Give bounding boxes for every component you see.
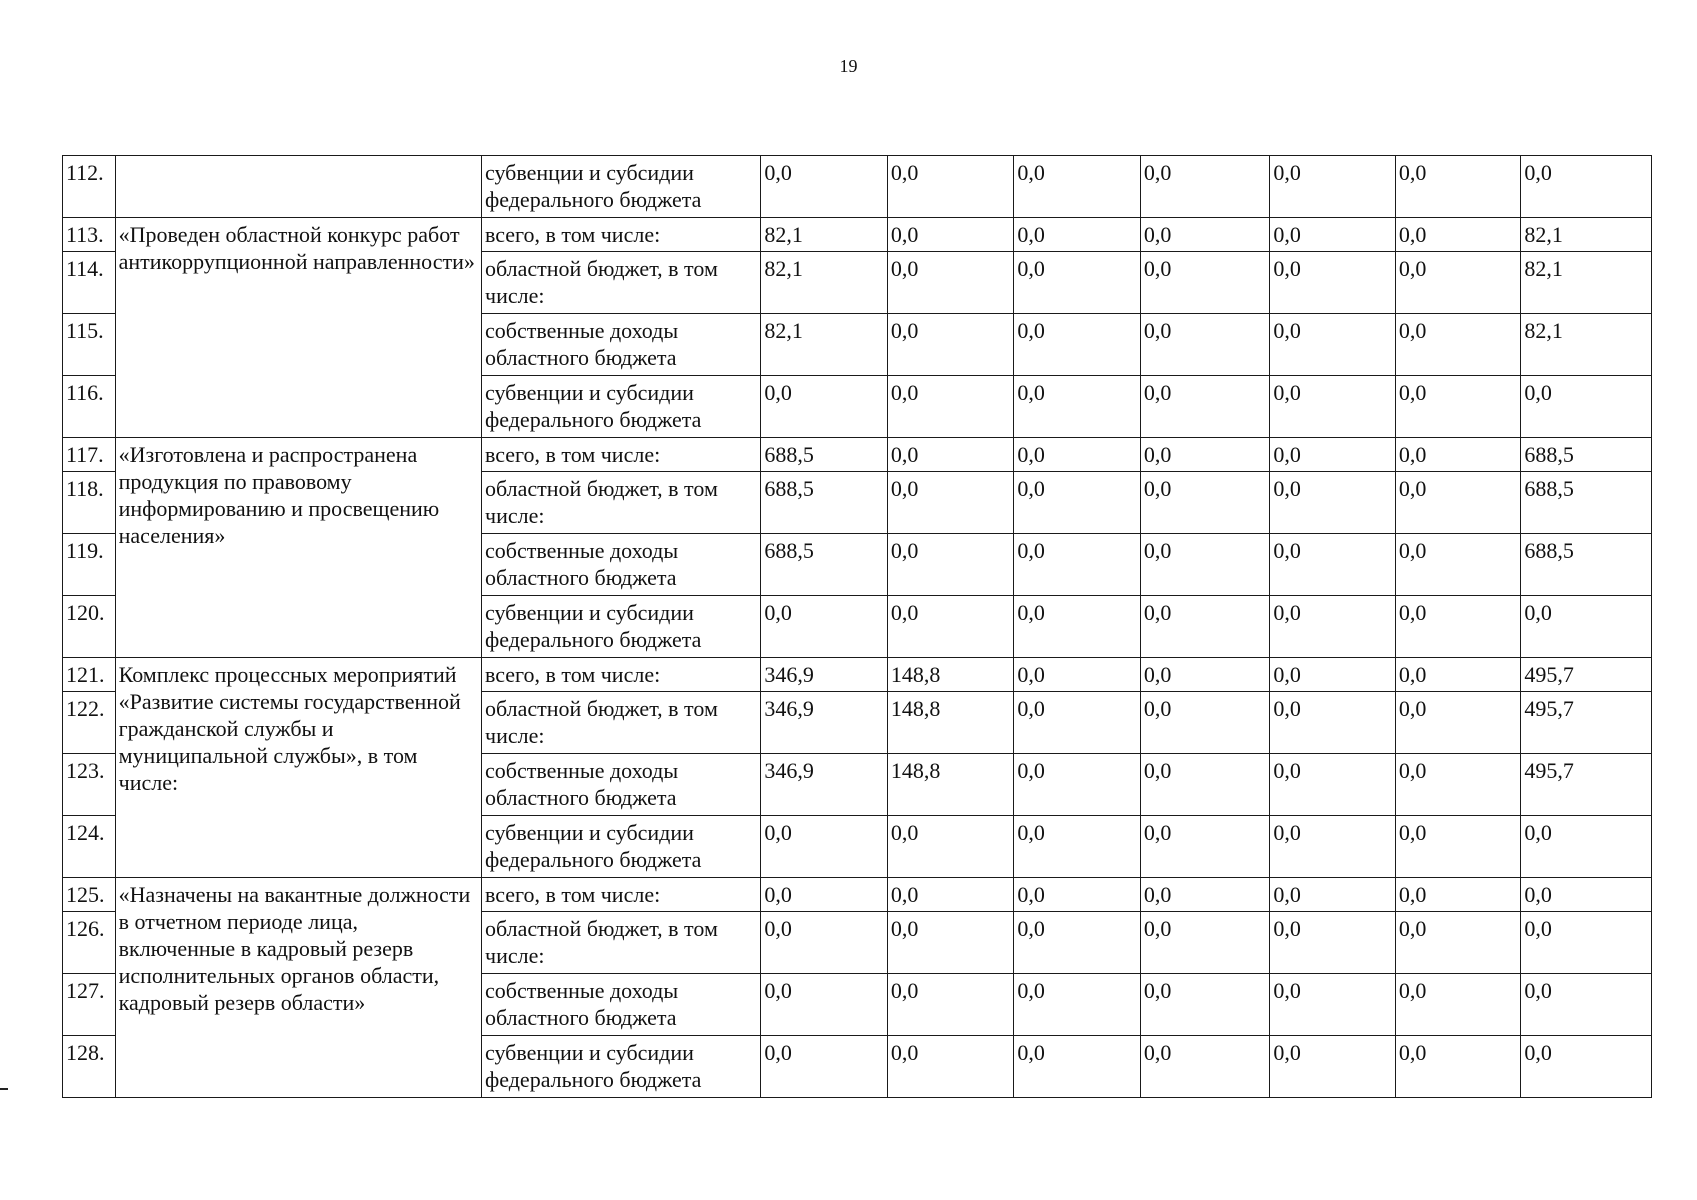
amount-cell: 0,0	[1140, 754, 1270, 816]
amount-cell: 0,0	[887, 252, 1014, 314]
amount-cell: 0,0	[761, 156, 888, 218]
amount-cell: 82,1	[761, 218, 888, 252]
amount-cell: 0,0	[1014, 376, 1141, 438]
amount-cell: 0,0	[761, 816, 888, 878]
amount-cell: 688,5	[1521, 438, 1652, 472]
amount-cell: 0,0	[1014, 472, 1141, 534]
funding-source: субвенции и субсидии федерального бюджета	[482, 816, 761, 878]
row-number: 116.	[63, 376, 116, 438]
row-number: 113.	[63, 218, 116, 252]
amount-cell: 0,0	[887, 472, 1014, 534]
amount-cell: 688,5	[1521, 534, 1652, 596]
table-row	[63, 878, 1652, 912]
amount-cell: 0,0	[1521, 974, 1652, 1036]
amount-cell: 0,0	[1140, 314, 1270, 376]
amount-cell: 0,0	[1395, 438, 1521, 472]
amount-cell: 0,0	[887, 816, 1014, 878]
amount-cell: 82,1	[1521, 218, 1652, 252]
amount-cell: 0,0	[1270, 1036, 1396, 1098]
amount-cell: 0,0	[1140, 912, 1270, 974]
amount-cell: 0,0	[1014, 534, 1141, 596]
row-number: 125.	[63, 878, 116, 912]
amount-cell: 0,0	[1395, 376, 1521, 438]
funding-source: всего, в том числе:	[482, 438, 761, 472]
amount-cell: 0,0	[1014, 156, 1141, 218]
amount-cell: 0,0	[1395, 974, 1521, 1036]
amount-cell: 0,0	[887, 376, 1014, 438]
amount-cell: 0,0	[1270, 438, 1396, 472]
amount-cell: 0,0	[887, 974, 1014, 1036]
amount-cell: 0,0	[1014, 314, 1141, 376]
amount-cell: 0,0	[1270, 596, 1396, 658]
activity-description	[115, 156, 481, 218]
amount-cell: 0,0	[1395, 252, 1521, 314]
amount-cell: 0,0	[887, 534, 1014, 596]
amount-cell: 0,0	[1140, 596, 1270, 658]
amount-cell: 0,0	[1140, 658, 1270, 692]
amount-cell: 0,0	[1270, 534, 1396, 596]
amount-cell: 688,5	[761, 438, 888, 472]
budget-table-body	[63, 156, 1652, 1098]
amount-cell: 0,0	[761, 912, 888, 974]
table-row	[63, 156, 1652, 218]
amount-cell: 0,0	[1014, 1036, 1141, 1098]
amount-cell: 0,0	[1014, 658, 1141, 692]
amount-cell: 0,0	[1395, 754, 1521, 816]
amount-cell: 0,0	[1140, 376, 1270, 438]
amount-cell: 0,0	[1270, 218, 1396, 252]
amount-cell: 0,0	[1140, 156, 1270, 218]
amount-cell: 0,0	[761, 596, 888, 658]
table-row	[63, 438, 1652, 472]
funding-source: субвенции и субсидии федерального бюджета	[482, 376, 761, 438]
row-number: 120.	[63, 596, 116, 658]
amount-cell: 0,0	[1140, 252, 1270, 314]
amount-cell: 148,8	[887, 658, 1014, 692]
activity-description: «Проведен областной конкурс работ антикоррупционной направленности»	[115, 218, 481, 438]
amount-cell: 688,5	[761, 534, 888, 596]
row-number: 114.	[63, 252, 116, 314]
amount-cell: 0,0	[1521, 878, 1652, 912]
amount-cell: 346,9	[761, 658, 888, 692]
amount-cell: 0,0	[1270, 692, 1396, 754]
funding-source: всего, в том числе:	[482, 658, 761, 692]
page-number: 19	[839, 56, 858, 76]
amount-cell: 0,0	[1140, 878, 1270, 912]
funding-source: областной бюджет, в том числе:	[482, 912, 761, 974]
amount-cell: 0,0	[887, 596, 1014, 658]
amount-cell: 148,8	[887, 754, 1014, 816]
amount-cell: 0,0	[761, 974, 888, 1036]
amount-cell: 0,0	[887, 156, 1014, 218]
amount-cell: 0,0	[887, 1036, 1014, 1098]
amount-cell: 82,1	[1521, 252, 1652, 314]
activity-description: Комплекс процессных мероприятий «Развитие системы государственной гражданской службы и муниципальной службы», в том числе:	[115, 658, 481, 878]
amount-cell: 0,0	[1014, 438, 1141, 472]
amount-cell: 0,0	[1140, 472, 1270, 534]
amount-cell: 0,0	[1270, 314, 1396, 376]
row-number: 112.	[63, 156, 116, 218]
amount-cell: 495,7	[1521, 754, 1652, 816]
row-number: 128.	[63, 1036, 116, 1098]
amount-cell: 0,0	[1014, 596, 1141, 658]
amount-cell: 688,5	[761, 472, 888, 534]
row-number: 121.	[63, 658, 116, 692]
amount-cell: 0,0	[1140, 974, 1270, 1036]
amount-cell: 0,0	[1395, 878, 1521, 912]
amount-cell: 0,0	[761, 878, 888, 912]
funding-source: собственные доходы областного бюджета	[482, 974, 761, 1036]
amount-cell: 0,0	[1014, 816, 1141, 878]
row-number: 126.	[63, 912, 116, 974]
amount-cell: 0,0	[1270, 156, 1396, 218]
amount-cell: 0,0	[1521, 912, 1652, 974]
amount-cell: 0,0	[1395, 692, 1521, 754]
amount-cell: 0,0	[1270, 878, 1396, 912]
amount-cell: 0,0	[1140, 692, 1270, 754]
amount-cell: 0,0	[1521, 156, 1652, 218]
amount-cell: 0,0	[1521, 596, 1652, 658]
funding-source: субвенции и субсидии федерального бюджета	[482, 1036, 761, 1098]
amount-cell: 0,0	[1270, 252, 1396, 314]
funding-source: собственные доходы областного бюджета	[482, 534, 761, 596]
amount-cell: 0,0	[1270, 658, 1396, 692]
funding-source: всего, в том числе:	[482, 878, 761, 912]
amount-cell: 0,0	[1014, 974, 1141, 1036]
amount-cell: 0,0	[1270, 376, 1396, 438]
amount-cell: 0,0	[1395, 218, 1521, 252]
amount-cell: 0,0	[1395, 816, 1521, 878]
amount-cell: 688,5	[1521, 472, 1652, 534]
amount-cell: 346,9	[761, 754, 888, 816]
amount-cell: 0,0	[761, 1036, 888, 1098]
funding-source: всего, в том числе:	[482, 218, 761, 252]
funding-source: собственные доходы областного бюджета	[482, 314, 761, 376]
amount-cell: 0,0	[1521, 376, 1652, 438]
amount-cell: 495,7	[1521, 692, 1652, 754]
amount-cell: 0,0	[1270, 754, 1396, 816]
amount-cell: 0,0	[887, 878, 1014, 912]
amount-cell: 82,1	[1521, 314, 1652, 376]
row-number: 123.	[63, 754, 116, 816]
amount-cell: 0,0	[1395, 658, 1521, 692]
row-number: 117.	[63, 438, 116, 472]
margin-mark	[0, 1088, 8, 1090]
funding-source: областной бюджет, в том числе:	[482, 692, 761, 754]
amount-cell: 0,0	[1270, 974, 1396, 1036]
amount-cell: 0,0	[887, 314, 1014, 376]
activity-description: «Назначены на вакантные должности в отчетном периоде лица, включенные в кадровый резерв исполнительных органов области, кадровый резерв области»	[115, 878, 481, 1098]
budget-table	[62, 155, 1652, 1098]
funding-source: субвенции и субсидии федерального бюджета	[482, 156, 761, 218]
row-number: 119.	[63, 534, 116, 596]
amount-cell: 0,0	[1521, 1036, 1652, 1098]
amount-cell: 0,0	[1014, 878, 1141, 912]
amount-cell: 0,0	[1395, 1036, 1521, 1098]
amount-cell: 82,1	[761, 314, 888, 376]
amount-cell: 0,0	[1140, 218, 1270, 252]
amount-cell: 0,0	[887, 438, 1014, 472]
row-number: 127.	[63, 974, 116, 1036]
amount-cell: 0,0	[761, 376, 888, 438]
row-number: 115.	[63, 314, 116, 376]
amount-cell: 148,8	[887, 692, 1014, 754]
amount-cell: 82,1	[761, 252, 888, 314]
amount-cell: 0,0	[1270, 816, 1396, 878]
row-number: 122.	[63, 692, 116, 754]
row-number: 124.	[63, 816, 116, 878]
table-row	[63, 218, 1652, 252]
amount-cell: 0,0	[1014, 754, 1141, 816]
amount-cell: 346,9	[761, 692, 888, 754]
amount-cell: 0,0	[887, 912, 1014, 974]
funding-source: областной бюджет, в том числе:	[482, 472, 761, 534]
amount-cell: 0,0	[1395, 472, 1521, 534]
funding-source: собственные доходы областного бюджета	[482, 754, 761, 816]
amount-cell: 0,0	[1014, 912, 1141, 974]
amount-cell: 0,0	[1270, 472, 1396, 534]
funding-source: субвенции и субсидии федерального бюджета	[482, 596, 761, 658]
amount-cell: 0,0	[887, 218, 1014, 252]
amount-cell: 0,0	[1521, 816, 1652, 878]
amount-cell: 0,0	[1395, 156, 1521, 218]
amount-cell: 0,0	[1014, 218, 1141, 252]
amount-cell: 0,0	[1014, 252, 1141, 314]
funding-source: областной бюджет, в том числе:	[482, 252, 761, 314]
amount-cell: 0,0	[1395, 314, 1521, 376]
amount-cell: 0,0	[1395, 534, 1521, 596]
amount-cell: 0,0	[1014, 692, 1141, 754]
amount-cell: 0,0	[1140, 816, 1270, 878]
amount-cell: 0,0	[1140, 1036, 1270, 1098]
amount-cell: 0,0	[1140, 534, 1270, 596]
table-row	[63, 658, 1652, 692]
amount-cell: 0,0	[1395, 912, 1521, 974]
amount-cell: 495,7	[1521, 658, 1652, 692]
activity-description: «Изготовлена и распространена продукция по правовому информированию и просвещению населения»	[115, 438, 481, 658]
amount-cell: 0,0	[1270, 912, 1396, 974]
amount-cell: 0,0	[1395, 596, 1521, 658]
row-number: 118.	[63, 472, 116, 534]
amount-cell: 0,0	[1140, 438, 1270, 472]
